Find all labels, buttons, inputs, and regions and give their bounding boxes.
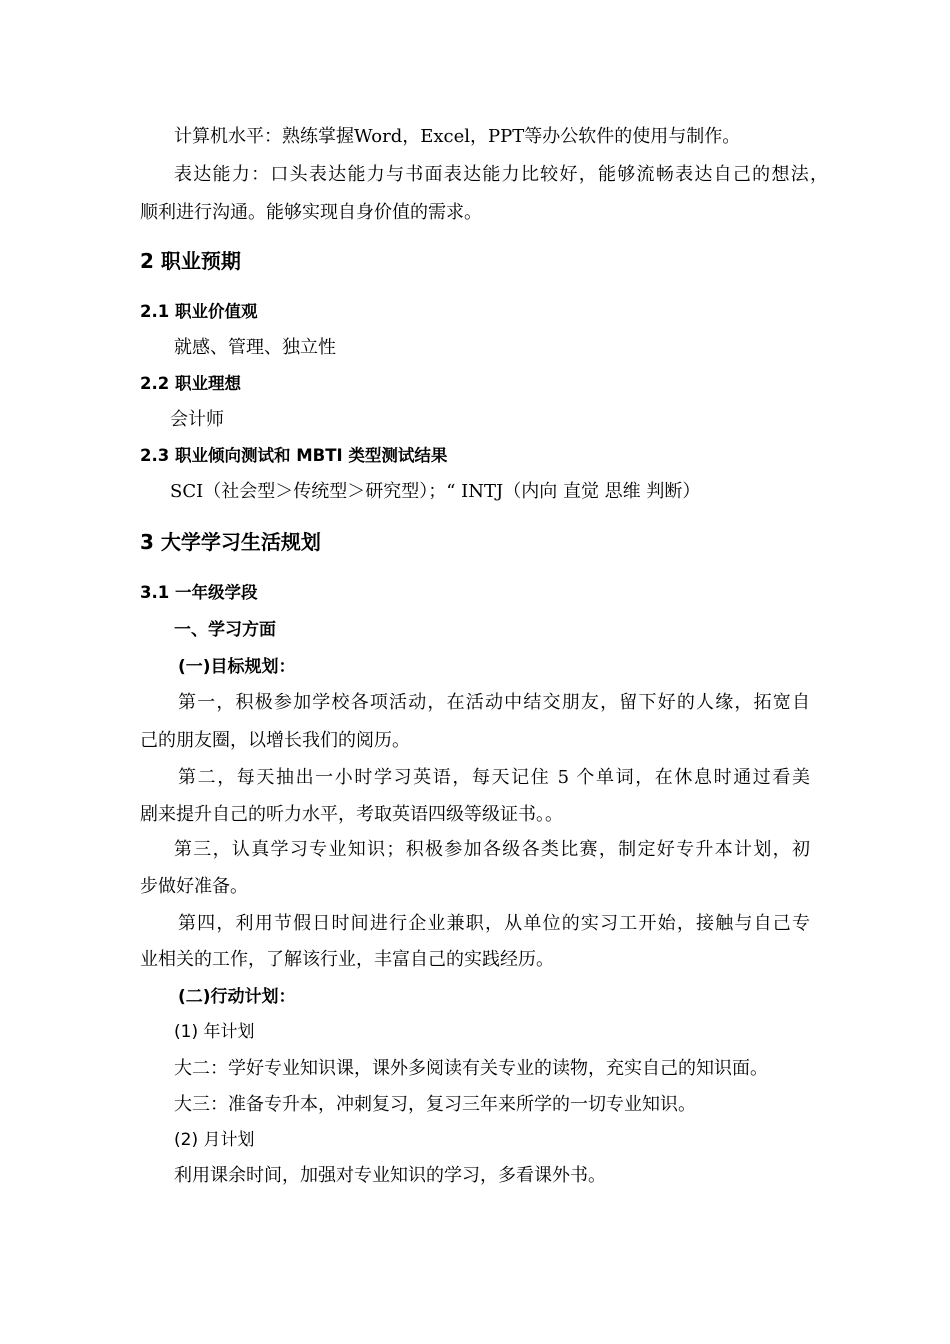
goal-1-line2: 己的朋友圈，以增长我们的阅历。 [140, 730, 410, 751]
section-2-3-heading: 2.3 职业倾向测试和 MBTI 类型测试结果 [140, 446, 448, 465]
goal-4-line1: 第四，利用节假日时间进行企业兼职，从单位的实习工开始，接触与自己专 [178, 913, 810, 934]
goal-1-line1: 第一，积极参加学校各项活动，在活动中结交朋友，留下好的人缘，拓宽自 [178, 692, 810, 713]
computer-skill-text: 计算机水平：熟练掌握Word，Excel，PPT等办公软件的使用与制作。 [174, 126, 741, 147]
section-2-heading: 2 职业预期 [140, 249, 241, 273]
test-result-text: SCI（社会型＞传统型＞研究型）；“ INTJ（内向 直觉 思维 判断） [170, 481, 701, 502]
goal-2-line2: 剧来提升自己的听力水平，考取英语四级等级证书。。 [140, 804, 563, 825]
year-plan-label: (1) 年计划 [174, 1022, 255, 1042]
goal-3-line1: 第三，认真学习专业知识；积极参加各级各类比赛，制定好专升本计划，初 [174, 839, 810, 860]
section-2-1-heading: 2.1 职业价值观 [140, 302, 258, 321]
section-3-heading: 3 大学学习生活规划 [140, 530, 321, 554]
year-3-plan-text: 大三：准备专升本，冲刺复习，复习三年来所学的一切专业知识。 [174, 1094, 696, 1115]
goal-3-line2: 步做好准备。 [140, 876, 248, 897]
month-plan-label: (2) 月计划 [174, 1130, 255, 1150]
section-3-1-heading: 3.1 一年级学段 [140, 583, 258, 602]
express-skill-text-line1: 表达能力：口头表达能力与书面表达能力比较好，能够流畅表达自己的想法， [174, 164, 828, 185]
study-aspect-heading: 一、学习方面 [174, 620, 276, 640]
month-plan-text: 利用课余时间，加强对专业知识的学习，多看课外书。 [174, 1165, 606, 1186]
career-ideal-text: 会计师 [170, 409, 224, 430]
goal-4-line2: 业相关的工作，了解该行业，丰富自己的实践经历。 [140, 949, 554, 970]
goal-plan-heading: (一)目标规划： [178, 657, 296, 677]
action-plan-heading: (二)行动计划： [178, 987, 296, 1007]
year-2-plan-text: 大二：学好专业知识课，课外多阅读有关专业的读物，充实自己的知识面。 [174, 1058, 768, 1079]
express-skill-text-line2: 顺利进行沟通。能够实现自身价值的需求。 [140, 202, 482, 223]
goal-2-line1: 第二，每天抽出一小时学习英语，每天记住 5 个单词，在休息时通过看美 [178, 767, 810, 788]
career-values-text: 就感、管理、独立性 [174, 337, 336, 358]
section-2-2-heading: 2.2 职业理想 [140, 374, 241, 393]
